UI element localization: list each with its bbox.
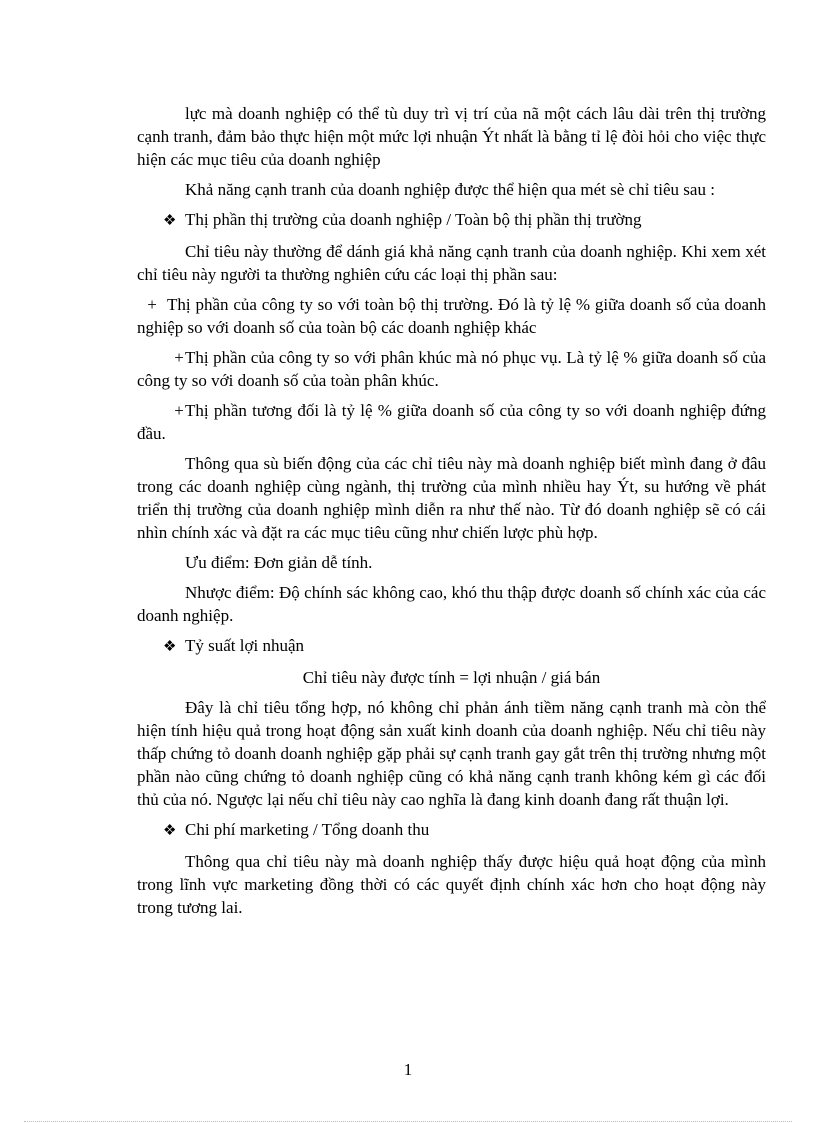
paragraph: Đây là chỉ tiêu tổng hợp, nó không chỉ phản ánh tiềm năng cạnh tranh mà còn thể hiện tính hiệu quả trong hoạt động sản xuất kinh doanh của doanh nghiệp. Nếu chỉ tiêu này thấp chứng tỏ doanh doanh nghiệp gặp phải sự cạnh tranh gay gắt trên thị trường nhưng một phần nào cũng chứng tỏ doanh nghiệp cũng có khả năng cạnh tranh không kém gì các đối thủ của nó. Ngược lại nếu chỉ tiêu này cao nghĩa là đang kinh doanh đang rất thuận lợi. bbox=[137, 698, 766, 809]
document-body bbox=[137, 102, 766, 926]
diamond-bullet-icon: ❖ bbox=[163, 639, 177, 655]
page-bottom-divider bbox=[24, 1121, 792, 1122]
formula-line: Chỉ tiêu này được tính = lợi nhuận / giá bán bbox=[302, 668, 601, 687]
paragraph: Ưu điểm: Đơn giản dễ tính. bbox=[185, 553, 373, 572]
bullet-item: ❖ Chi phí marketing / Tổng doanh thu bbox=[163, 818, 766, 843]
paragraph: Thông qua chỉ tiêu này mà doanh nghiệp thấy được hiệu quả hoạt động của mình trong lĩnh vực marketing đồng thời có các quyết định chính xác hơn cho hoạt động này trong tương lai. bbox=[137, 852, 766, 917]
paragraph: Thông qua sù biến động của các chỉ tiêu này mà doanh nghiệp biết mình đang ở đâu trong các doanh nghiệp cùng ngành, thị trường của mình nhiều hay Ýt, su hướng về phát triển thị trường của doanh nghiệp mình diễn ra như thế nào. Từ đó doanh nghiệp sẽ có cái nhìn chính xác và đặt ra các mục tiêu cũng như chiến lược phù hợp. bbox=[137, 454, 766, 542]
diamond-bullet-icon: ❖ bbox=[163, 213, 177, 229]
bullet-item: ❖ Tỷ suất lợi nhuận bbox=[163, 634, 766, 659]
plus-item: +Thị phần tương đối là tỷ lệ % giữa doanh số của công ty so với doanh nghiệp đứng đầu. bbox=[137, 401, 766, 443]
paragraph: Khả năng cạnh tranh của doanh nghiệp được thể hiện qua mét sè chỉ tiêu sau : bbox=[185, 180, 715, 199]
paragraph: Chỉ tiêu này thường để dánh giá khả năng cạnh tranh của doanh nghiệp. Khi xem xét chỉ tiêu này người ta thường nghiên cứu các loại thị phần sau: bbox=[137, 242, 766, 284]
plus-item: +Thị phần của công ty so với phân khúc mà nó phục vụ. Là tỷ lệ % giữa doanh số của công ty so với doanh số của toàn phân khúc. bbox=[137, 348, 766, 390]
diamond-bullet-icon: ❖ bbox=[163, 823, 177, 839]
plus-icon: + bbox=[174, 401, 184, 420]
plus-item: + Thị phần của công ty so với toàn bộ thị trường. Đó là tỷ lệ % giữa doanh số của doanh nghiệp so với doanh số của toàn bộ các doanh nghiệp khác bbox=[137, 295, 766, 337]
page-number: 1 bbox=[403, 1060, 413, 1079]
plus-icon: + bbox=[147, 295, 157, 314]
paragraph: Nhược điểm: Độ chính sác không cao, khó thu thập được doanh số chính xác của các doanh nghiệp. bbox=[137, 583, 766, 625]
plus-icon: + bbox=[174, 348, 184, 367]
bullet-item: ❖ Thị phần thị trường của doanh nghiệp / Toàn bộ thị phần thị trường bbox=[163, 208, 766, 233]
paragraph: lực mà doanh nghiệp có thể tù duy trì vị trí của nã một cách lâu dài trên thị trường cạnh tranh, đảm bảo thực hiện một mức lợi nhuận Ýt nhất là bằng tỉ lệ đòi hỏi cho việc thực hiện các mục tiêu của doanh nghiệp bbox=[137, 104, 766, 169]
